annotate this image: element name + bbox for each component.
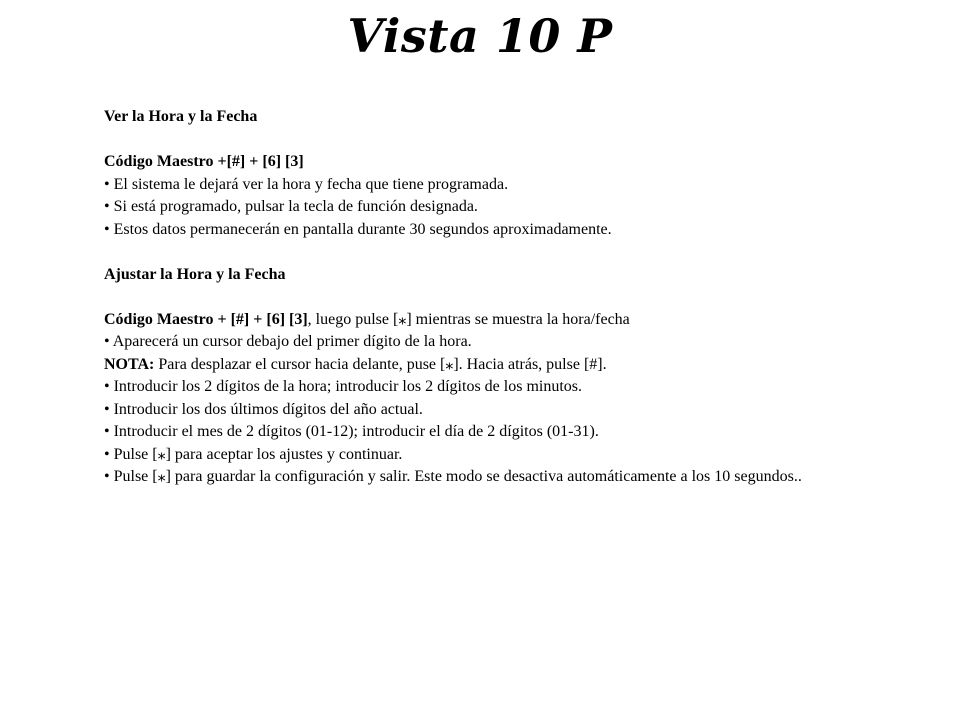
- spacer: [104, 129, 864, 152]
- spacer: [104, 241, 864, 264]
- note-text: Para desplazar el cursor hacia delante, puse [⁎]. Hacia atrás, pulse [#].: [154, 355, 607, 373]
- master-code-sequence: Código Maestro +[#] + [6] [3]: [104, 153, 304, 170]
- document-body: [104, 106, 864, 489]
- note-label: NOTA:: [104, 355, 155, 373]
- spacer: [104, 286, 864, 309]
- bullet-item: • Introducir los 2 dígitos de la hora; introducir los 2 dígitos de los minutos.: [104, 378, 582, 395]
- master-code-line: [104, 309, 864, 332]
- page-title: Vista 10 P: [347, 9, 613, 63]
- master-code-sequence: Código Maestro + [#] + [6] [3]: [104, 310, 308, 328]
- section-heading-view-time: Ver la Hora y la Fecha: [104, 108, 258, 125]
- bullet-item: • El sistema le dejará ver la hora y fecha que tiene programada.: [104, 175, 509, 193]
- bullet-item: • Pulse [⁎] para aceptar los ajustes y continuar.: [104, 445, 403, 463]
- bullet-item: • Estos datos permanecerán en pantalla durante 30 segundos aproximadamente.: [104, 220, 612, 238]
- instruction-text: , luego pulse [⁎] mientras se muestra la hora/fecha: [307, 310, 630, 328]
- note-line: [104, 354, 864, 377]
- bullet-item: • Si está programado, pulsar la tecla de función designada.: [104, 198, 478, 215]
- bullet-item: • Introducir el mes de 2 dígitos (01-12); introducir el día de 2 dígitos (01-31).: [104, 423, 599, 440]
- bullet-item: • Introducir los dos últimos dígitos del año actual.: [104, 400, 423, 418]
- bullet-item: • Aparecerá un cursor debajo del primer dígito de la hora.: [104, 333, 472, 350]
- master-code-line: [104, 151, 864, 174]
- section-heading-set-time: Ajustar la Hora y la Fecha: [104, 265, 286, 283]
- bullet-item: • Pulse [⁎] para guardar la configuración y salir. Este modo se desactiva automáticamente a los 10 segundos..: [104, 468, 802, 485]
